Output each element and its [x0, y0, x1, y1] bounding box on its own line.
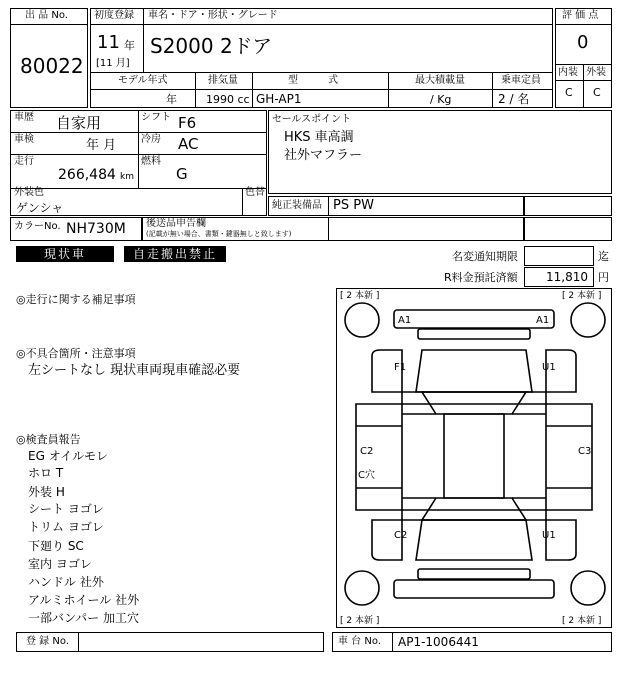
body-outline [402, 392, 546, 520]
inspector-item: ハンドル 社外 [28, 575, 104, 589]
car-damage-diagram [336, 288, 612, 628]
genuine-equipment-label: 純正装備品 [272, 200, 322, 211]
name-change-label: 名変通知期限 [452, 250, 518, 263]
car-name-label: 車名・ドア・形状・グレード [148, 10, 278, 21]
rear-window [422, 498, 526, 520]
current-condition-badge: 現状車 [16, 246, 114, 262]
inspector-item: EG オイルモレ [28, 449, 109, 463]
driving-notes-label: ◎走行に関する補足事項 [16, 293, 136, 306]
shift-label: シフト [141, 112, 171, 123]
color-number-label: カラーNo. [14, 221, 61, 232]
inspector-report-label: ◎検査員報告 [16, 433, 81, 446]
damage-mark-c3: C3 [578, 446, 592, 457]
displacement-label: 排気量 [208, 75, 238, 86]
damage-mark-u1-top: U1 [542, 362, 556, 373]
front-bumper [394, 310, 554, 328]
model-year-unit: 年 [166, 93, 177, 106]
inspector-item: トリム ヨゴレ [28, 520, 104, 534]
inspector-item: ホロ T [28, 466, 64, 480]
first-registration-label: 初度登録 [94, 10, 134, 21]
front-right-tire [571, 303, 605, 337]
damage-mark-c-hole: C穴 [358, 470, 375, 481]
lot-number-label: 出 品 No. [25, 10, 68, 21]
tire-label-bottom-right: [ 2 本新 ] [562, 616, 602, 626]
windshield [422, 392, 526, 414]
car-body-side [356, 404, 592, 510]
type-label: 型 式 [288, 75, 338, 86]
recycle-fee-amount: 11,810 [546, 270, 588, 284]
damage-mark-c2-left: C2 [360, 446, 374, 457]
interior-grade: C [565, 86, 573, 99]
max-load: / Kg [430, 93, 452, 106]
exterior-grade: C [593, 86, 601, 99]
score-value: 0 [577, 32, 589, 53]
tire-label-top-right: [ 2 本新 ] [562, 291, 602, 301]
inspection-label: 車検 [14, 134, 34, 145]
inspector-item: 下廻り SC [28, 539, 84, 553]
color-label: 外装色 [14, 187, 44, 198]
inspector-item: 室内 ヨゴレ [28, 557, 92, 571]
vehicle-header-grid [90, 8, 553, 108]
score-label: 評 価 点 [562, 10, 599, 21]
inspection: 年 月 [86, 138, 117, 153]
front-left-tire [345, 303, 379, 337]
rear-left-tire [345, 571, 379, 605]
recycle-fee-label: R料金預託済額 [444, 271, 518, 284]
history-label: 車歴 [14, 112, 34, 123]
year-unit: 年 [124, 39, 135, 52]
sales-point-label: セールスポイント [272, 114, 352, 125]
damage-mark-a1-left: A1 [398, 315, 412, 326]
capacity-label: 乗車定員 [501, 75, 541, 86]
defect-notes-label: ◎不具合箇所・注意事項 [16, 347, 136, 360]
rear-panel [418, 569, 530, 579]
first-registration-month: [11 月] [96, 58, 130, 69]
history: 自家用 [56, 114, 102, 132]
color-number: NH730M [66, 221, 126, 237]
genuine-equipment: PS PW [333, 198, 374, 213]
post-equipment-label: 後送品申告欄 [146, 218, 206, 229]
ac-label: 冷房 [141, 134, 161, 145]
fuel: G [176, 165, 188, 183]
fuel-label: 燃料 [141, 156, 161, 167]
name-change-deadline [524, 246, 594, 266]
hood [416, 350, 532, 392]
recycle-fee-unit: 円 [598, 271, 609, 284]
inspector-item: 外装 H [28, 485, 65, 499]
rear-right-tire [571, 571, 605, 605]
inspector-item: アルミホイール 社外 [28, 593, 140, 607]
name-change-unit: 迄 [598, 250, 609, 263]
genuine-equipment-extra [524, 196, 612, 216]
car-name: S2000 2ドア [150, 34, 273, 58]
model-year-label: モデル年式 [118, 75, 168, 86]
interior-label: 内装 [558, 67, 578, 78]
damage-mark-f1: F1 [394, 362, 407, 373]
lot-number: 80022 [20, 54, 84, 78]
shift: F6 [178, 114, 197, 132]
displacement: 1990 cc [206, 93, 250, 106]
repaint-label: 色替 [245, 187, 265, 198]
capacity: 2 / 名 [498, 92, 530, 106]
damage-mark-u1-bottom: U1 [542, 530, 556, 541]
damage-mark-c2-bottom: C2 [394, 530, 408, 541]
sales-point-2: 社外マフラー [284, 148, 363, 163]
inspector-item: シート ヨゴレ [28, 502, 104, 516]
chassis-number-label: 車 台 No. [338, 636, 381, 647]
ac: AC [178, 135, 199, 153]
max-load-label: 最大積載量 [415, 75, 465, 86]
mileage-label: 走行 [14, 156, 34, 167]
inspector-item: 一部バンパー 加工穴 [28, 611, 139, 625]
sales-point-1: HKS 車高調 [284, 130, 354, 145]
mileage: 266,484 [58, 167, 116, 183]
chassis-number: AP1-1006441 [398, 635, 479, 649]
front-grille [418, 329, 530, 339]
exterior-label: 外装 [586, 67, 606, 78]
vehicle-type: GH-AP1 [256, 92, 302, 106]
no-self-drive-badge: 自走搬出禁止 [124, 246, 226, 262]
color: ゲンシャ [16, 201, 64, 215]
roof [444, 414, 504, 498]
registration-number-label: 登 録 No. [26, 636, 69, 647]
post-equipment-extra [524, 217, 612, 241]
post-equipment-note: (記載が無い場合、書類・鍵器無しと致します) [146, 230, 292, 238]
trunk [416, 520, 532, 560]
rear-bumper [394, 580, 554, 598]
mileage-unit: km [120, 172, 134, 182]
first-registration-year: 11 [97, 32, 120, 53]
defect-notes: 左シートなし 現状車両現車確認必要 [28, 363, 241, 378]
tire-label-top-left: [ 2 本新 ] [340, 291, 380, 301]
damage-mark-a1-right: A1 [536, 315, 550, 326]
tire-label-bottom-left: [ 2 本新 ] [340, 616, 380, 626]
